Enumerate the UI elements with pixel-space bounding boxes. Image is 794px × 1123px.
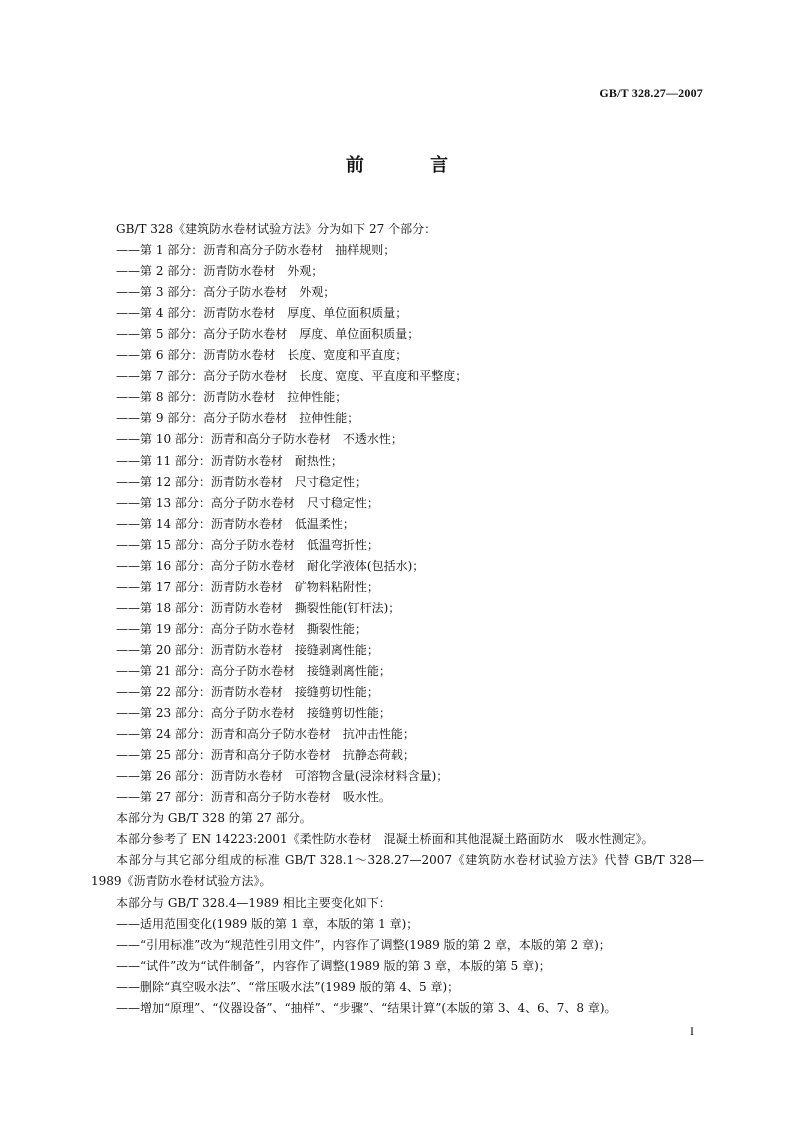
list-item: ——第 2 部分：沥青防水卷材 外观； bbox=[116, 264, 324, 279]
list-item: ——第 21 部分：高分子防水卷材 接缝剥离性能； bbox=[116, 663, 391, 678]
list-item: ——第 14 部分：沥青防水卷材 低温柔性； bbox=[116, 516, 355, 531]
list-item: ——第 22 部分：沥青防水卷材 接缝剪切性能； bbox=[116, 685, 379, 700]
list-item: ——适用范围变化(1989 版的第 1 章，本版的第 1 章)； bbox=[116, 916, 419, 931]
list-item: ——第 16 部分：高分子防水卷材 耐化学液体(包括水)； bbox=[116, 558, 425, 573]
list-item: ——第 1 部分：沥青和高分子防水卷材 抽样规则； bbox=[116, 243, 396, 258]
list-item: ——第 11 部分：沥青防水卷材 耐热性； bbox=[116, 453, 343, 468]
list-item: ——第 10 部分：沥青和高分子防水卷材 不透水性； bbox=[116, 432, 403, 447]
list-item: ——第 20 部分：沥青防水卷材 接缝剥离性能； bbox=[116, 642, 379, 657]
list-item: ——第 6 部分：沥青防水卷材 长度、宽度和平直度； bbox=[116, 348, 408, 363]
list-item: ——“引用标准”改为“规范性引用文件”，内容作了调整(1989 版的第 2 章，本版的第 2 章)； bbox=[116, 937, 611, 952]
list-item: ——第 15 部分：高分子防水卷材 低温弯折性； bbox=[116, 537, 379, 552]
this-part-statement: 本部分为 GB/T 328 的第 27 部分。 bbox=[116, 811, 312, 826]
list-item: ——第 13 部分：高分子防水卷材 尺寸稳定性； bbox=[116, 495, 379, 510]
list-item: ——“试件”改为“试件制备”，内容作了调整(1989 版的第 3 章，本版的第 5 章)； bbox=[116, 958, 551, 973]
list-item: ——第 25 部分：沥青和高分子防水卷材 抗静态荷载； bbox=[116, 748, 415, 763]
changes-list bbox=[91, 914, 704, 1019]
foreword-body bbox=[91, 219, 704, 1019]
list-item: ——第 8 部分：沥青防水卷材 拉伸性能； bbox=[116, 390, 348, 405]
changes-intro: 本部分与 GB/T 328.4—1989 相比主要变化如下： bbox=[116, 895, 391, 910]
list-item: ——第 24 部分：沥青和高分子防水卷材 抗冲击性能； bbox=[116, 727, 415, 742]
list-item: ——删除“真空吸水法”、“常压吸水法”(1989 版的第 4、5 章)； bbox=[116, 979, 460, 994]
standard-code: GB/T 328.27—2007 bbox=[599, 86, 703, 100]
list-item: ——第 17 部分：沥青防水卷材 矿物料粘附性； bbox=[116, 579, 379, 594]
list-item: ——第 4 部分：沥青防水卷材 厚度、单位面积质量； bbox=[116, 306, 408, 321]
list-item: ——第 12 部分：沥青防水卷材 尺寸稳定性； bbox=[116, 474, 367, 489]
reference-statement: 本部分参考了 EN 14223:2001《柔性防水卷材 混凝土桥面和其他混凝土路面防水 吸水性测定》。 bbox=[116, 832, 654, 847]
list-item: ——第 3 部分：高分子防水卷材 外观； bbox=[116, 285, 336, 300]
list-item: ——第 23 部分：高分子防水卷材 接缝剪切性能； bbox=[116, 706, 391, 721]
page-number: I bbox=[690, 1024, 694, 1038]
list-item: ——第 18 部分：沥青防水卷材 撕裂性能(钉杆法)； bbox=[116, 600, 401, 615]
parts-list bbox=[91, 240, 704, 808]
list-item: ——第 27 部分：沥青和高分子防水卷材 吸水性。 bbox=[116, 790, 391, 805]
list-item: ——第 5 部分：高分子防水卷材 厚度、单位面积质量； bbox=[116, 327, 420, 342]
list-item: ——第 7 部分：高分子防水卷材 长度、宽度、平直度和平整度； bbox=[116, 369, 468, 384]
list-item: ——第 19 部分：高分子防水卷材 撕裂性能； bbox=[116, 621, 367, 636]
list-item: ——第 9 部分：高分子防水卷材 拉伸性能； bbox=[116, 411, 360, 426]
section-title: 前 言 bbox=[345, 155, 479, 176]
replaces-statement: 本部分与其它部分组成的标准 GB/T 328.1～328.27—2007《建筑防水卷材试验方法》代替 GB/T 328—1989《沥青防水卷材试验方法》。 bbox=[91, 853, 704, 889]
list-item: ——第 26 部分：沥青防水卷材 可溶物含量(浸涂材料含量)； bbox=[116, 769, 449, 784]
intro-line: GB/T 328《建筑防水卷材试验方法》分为如下 27 个部分： bbox=[116, 222, 437, 236]
list-item: ——增加“原理”、“仪器设备”、“抽样”、“步骤”、“结果计算”(本版的第 3、4、6、7、8 章)。 bbox=[116, 1000, 617, 1015]
